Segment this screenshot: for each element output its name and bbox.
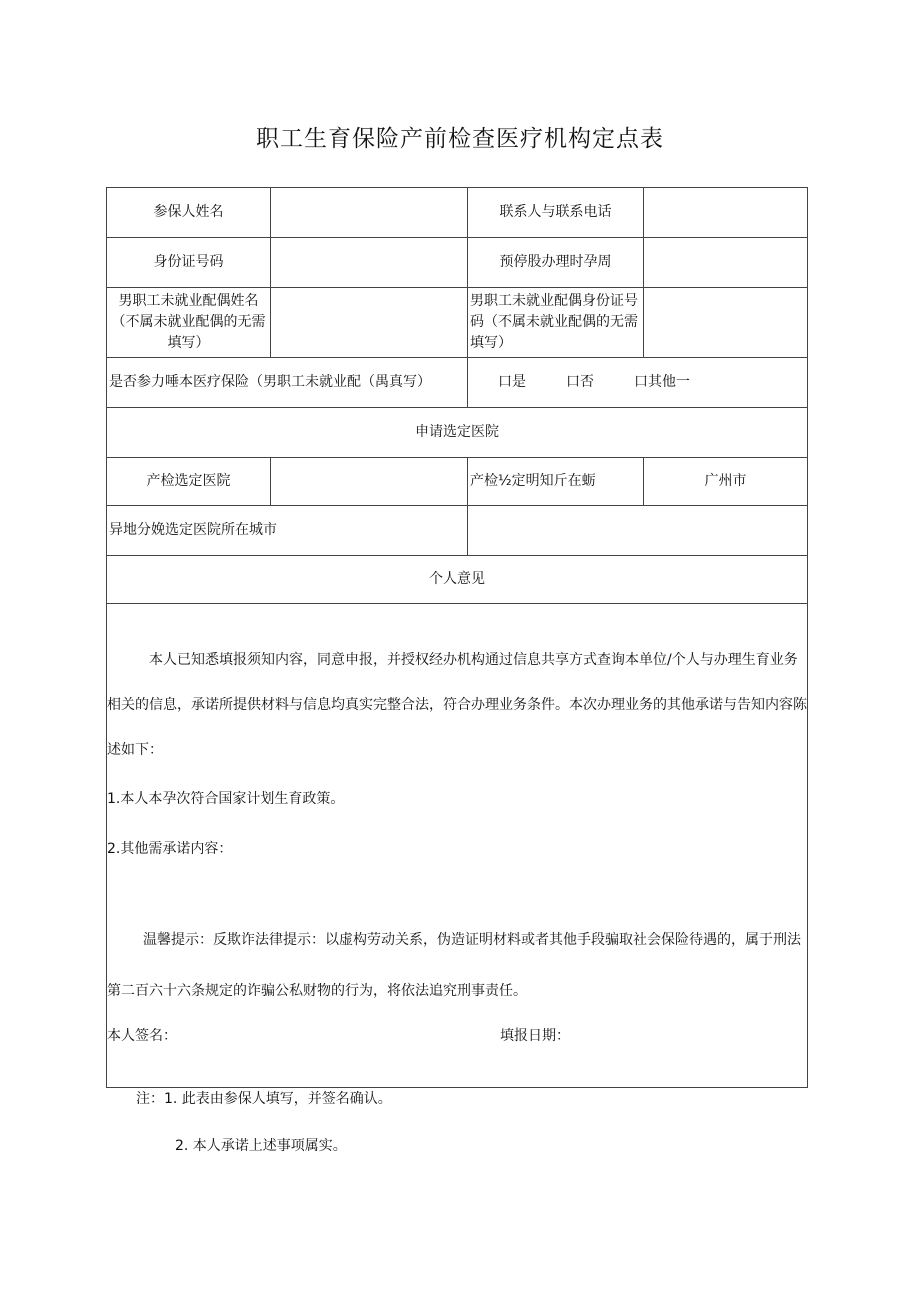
signature-label: 本人签名： xyxy=(107,1028,177,1044)
insured-name-field[interactable] xyxy=(270,187,468,238)
page-title: 职工生育保险产前检查医疗机构定点表 xyxy=(256,126,664,152)
prenatal-city-label: 产检½定明知斤在蛎 xyxy=(467,457,644,506)
option-no[interactable]: 口否 xyxy=(566,374,594,390)
note-1: 注：1. 此表由参保人填写，并签名确认。 xyxy=(136,1091,392,1107)
statement-paragraph: 本人已知悉填报须知内容，同意申报，并授权经办机构通过信息共享方式查询本单位/个人与办理生育业务相关的信息，承诺所提供材料与信息均真实完整合法，符合办理业务条件。本次办理业务的其他承诺与告知内容陈述如下： xyxy=(107,652,807,758)
pregnancy-week-label: 预停股办理时孕周 xyxy=(467,237,644,288)
contact-field[interactable] xyxy=(643,187,808,238)
spouse-id-label: 男职工未就业配偶身份证号码（不属未就业配偶的无需填写） xyxy=(467,287,644,358)
insured-name-label: 参保人姓名 xyxy=(106,187,271,238)
spouse-name-label: 男职工未就业配偶姓名（不属未就业配偶的无需填写） xyxy=(106,287,271,358)
delivery-city-field[interactable] xyxy=(467,505,808,556)
prenatal-city-value[interactable]: 广州市 xyxy=(643,457,808,506)
delivery-city-label: 异地分娩选定医院所在城市 xyxy=(106,505,468,556)
opinion-section-header: 个人意见 xyxy=(106,555,808,604)
spouse-id-field[interactable] xyxy=(643,287,808,358)
prenatal-hospital-label: 产检选定医院 xyxy=(106,457,271,506)
option-other[interactable]: 口其他一 xyxy=(634,374,690,390)
insurance-options xyxy=(467,357,808,408)
option-yes[interactable]: 口是 xyxy=(498,374,526,390)
id-number-label: 身份证号码 xyxy=(106,237,271,288)
statement-item-2: 2.其他需承诺内容： xyxy=(107,841,233,857)
spouse-name-field[interactable] xyxy=(270,287,468,358)
date-label: 填报日期： xyxy=(500,1028,570,1044)
note-2: 2. 本人承诺上述事项属实。 xyxy=(175,1138,347,1154)
contact-label: 联系人与联系电话 xyxy=(467,187,644,238)
pregnancy-week-field[interactable] xyxy=(643,237,808,288)
hospital-section-header: 申请选定医院 xyxy=(106,407,808,458)
statement-item-1: 1.本人本孕次符合国家计划生育政策。 xyxy=(107,791,345,807)
prenatal-hospital-field[interactable] xyxy=(270,457,468,506)
id-number-field[interactable] xyxy=(270,237,468,288)
fraud-warning: 温馨提示：反欺诈法律提示：以虚构劳动关系，伪造证明材料或者其他手段骗取社会保险待遇的，属于刑法第二百六十六条规定的诈骗公私财物的行为，将依法追究刑事责任。 xyxy=(107,932,801,999)
basic-insurance-label: 是否参力唾本医疗保险（男职工未就业配（禺真写） xyxy=(106,357,468,408)
